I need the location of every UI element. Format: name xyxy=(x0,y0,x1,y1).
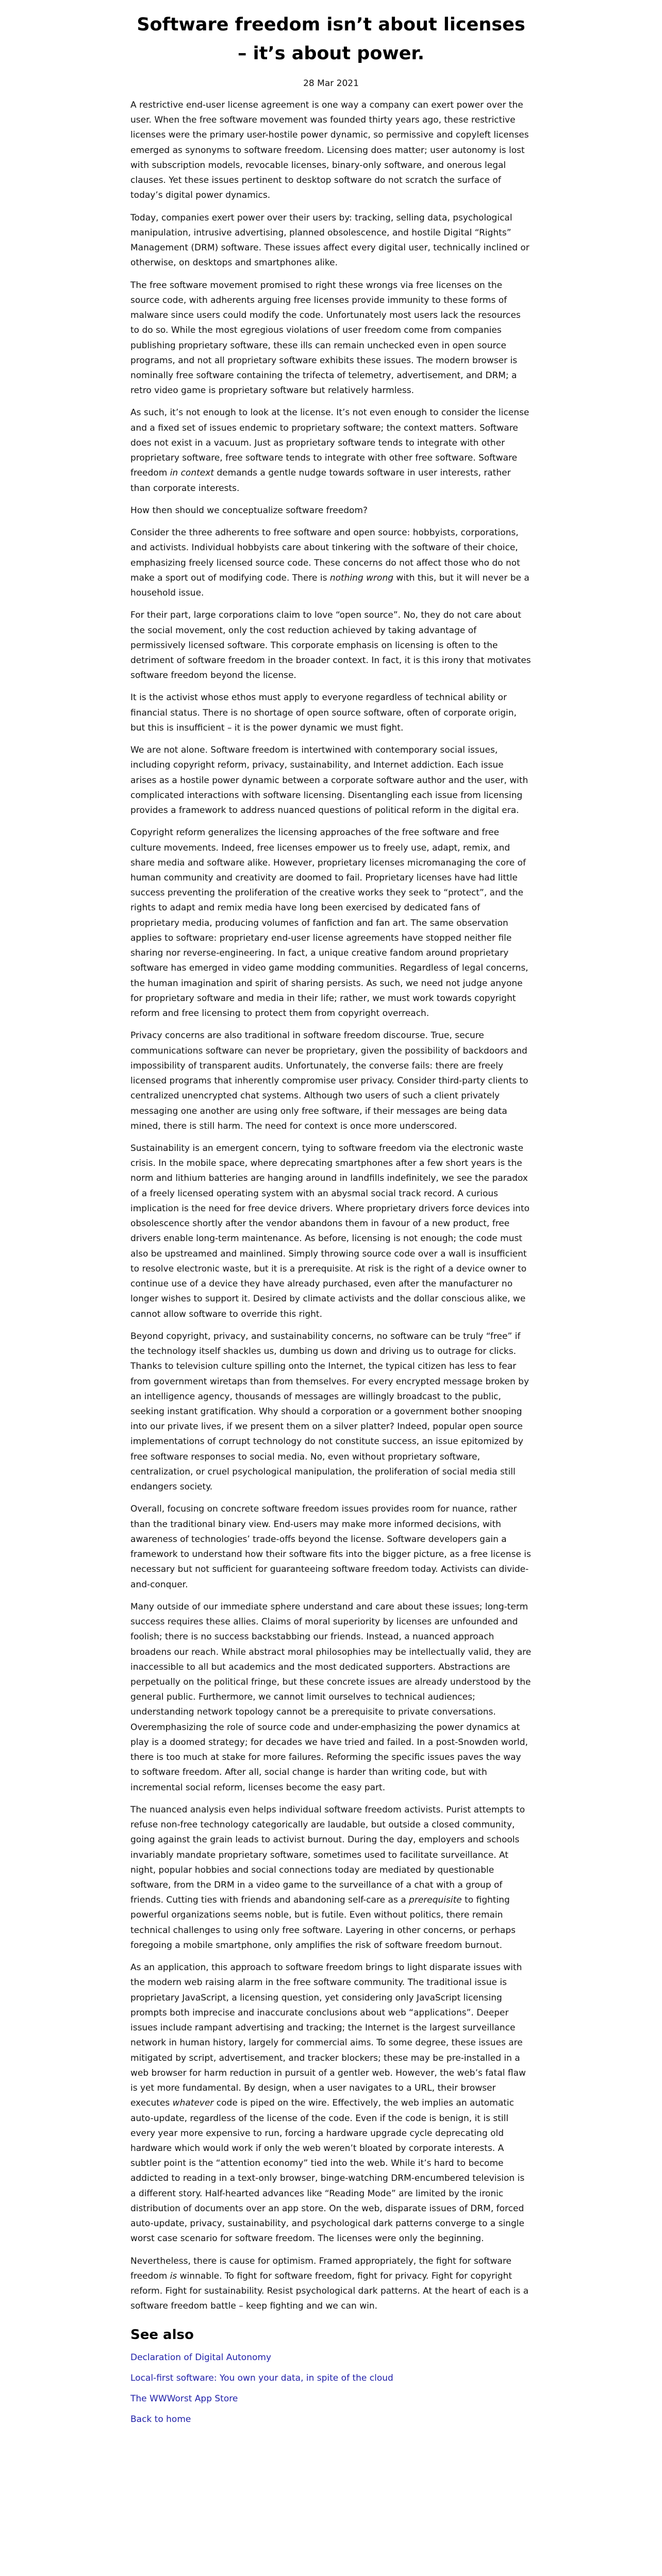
emphasis-text: is xyxy=(170,2270,177,2281)
paragraph-text: with this, but it will never be a household issue. xyxy=(130,572,529,599)
paragraph-text: Overall, focusing on concrete software freedom issues provides room for nuance, rather than the traditional binary view. End-users may make more informed decisions, with awareness of technologies’ trade-offs beyond the license. Software developers gain a framework to understand how their software fits into the bigger picture, as a free license is necessary but not sufficient for guaranteeing software freedom today. Activists can divide-and-conquer. xyxy=(130,1504,531,1590)
paragraph xyxy=(130,98,532,204)
paragraph xyxy=(130,1803,532,1953)
emphasis-text: in context xyxy=(170,468,214,479)
link-local-first-software[interactable]: Local-first software: You own your data, in spite of the cloud xyxy=(130,2372,393,2383)
page-title: Software freedom isn’t about licenses – it’s about power. xyxy=(137,14,525,64)
link-declaration-of-digital-autonomy[interactable]: Declaration of Digital Autonomy xyxy=(130,2352,272,2363)
paragraph xyxy=(130,278,532,399)
article-body xyxy=(130,98,532,2314)
paragraph xyxy=(130,743,532,818)
paragraph-text: Today, companies exert power over their users by: tracking, selling data, psychological manipulation, intrusive advertising, planned obsolescence, and hostile Digital “Rights” Management (DRM) software. These issues affect every digital user, technically inclined or otherwise, on desktops and smartphones alike. xyxy=(130,212,529,268)
paragraph-text: Nevertheless, there is cause for optimism. Framed appropriately, the fight for software freedom xyxy=(130,2256,512,2281)
paragraph xyxy=(130,211,532,271)
paragraph-text: Consider the three adherents to free software and open source: hobbyists, corporations, and activists. Individual hobbyists care about tinkering with the software of their choice, emphasizing freely licensed source code. These concerns do not affect those who do not make a sport out of modifying code. There is xyxy=(130,528,520,583)
paragraph xyxy=(130,1600,532,1795)
paragraph xyxy=(130,1028,532,1134)
paragraph-text: It is the activist whose ethos must apply to everyone regardless of technical ability or financial status. There is no shortage of open source software, often of corporate origin, but this is insufficient – it is the power dynamic we must fight. xyxy=(130,692,517,733)
paragraph-text: to fighting powerful organizations seems noble, but is futile. Even without politics, there remain technical challenges to using only free software. Layering in other concerns, or perhaps foregoing a mobile smartphone, only amplifies the risk of software freedom burnout. xyxy=(130,1895,516,1951)
paragraph xyxy=(130,526,532,601)
paragraph xyxy=(130,825,532,1021)
paragraph-text: Copyright reform generalizes the licensing approaches of the free software and free culture movements. Indeed, free licenses empower us to freely use, adapt, remix, and share media and software alike. However, proprietary licenses micromanaging the core of human community and creativity are doomed to fail. Proprietary licenses have had little success preventing the proliferation of the creative works they seek to “protect”, and the rights to adapt and remix media have long been exercised by dedicated fans of proprietary media, producing volumes of fanfiction and fan art. The same observation applies to software: proprietary end-user license agreements have stopped neither file sharing nor reverse-engineering. In fact, a unique creative fandom around proprietary software has emerged in video game modding communities. Regardless of legal concerns, the human imagination and spirit of sharing persists. As such, we need not judge anyone for proprietary software and media in their life; rather, we must work towards copyright reform and free licensing to protect them from copyright overreach. xyxy=(130,827,528,1019)
link-wwworst-app-store[interactable]: The WWWorst App Store xyxy=(130,2393,238,2404)
paragraph-text: The nuanced analysis even helps individual software freedom activists. Purist attempts to refuse non-free technology categorically are laudable, but outside a closed community, going against the grain leads to activist burnout. During the day, employers and schools invariably mandate proprietary software, sometimes used to facilitate surveillance. At night, popular hobbies and social connections today are mediated by questionable software, from the DRM in a video game to the surveillance of a chat with a group of friends. Cutting ties with friends and abandoning self-care as a xyxy=(130,1804,525,1906)
see-also-heading: See also xyxy=(130,2327,194,2343)
emphasis-text: prerequisite xyxy=(409,1895,462,1906)
paragraph-text: code is piped on the wire. Effectively, the web implies an automatic auto-update, regardless of the license of the code. Even if the code is benign, it is still every year more expensive to run, forcing a hardware upgrade cycle deprecating old hardware which would work if only the web weren’t bloated by corporate interests. A subtler point is the “attention economy” tied into the web. While it’s hard to become addicted to reading in a text-only browser, binge-watching DRM-encumbered television is a different story. Half-hearted advances like “Reading Mode” are limited by the ironic distribution of documents over an app store. On the web, disparate issues of DRM, forced auto-update, privacy, sustainability, and psychological dark patterns converge to a single worst case scenario for software freedom. The licenses were only the beginning. xyxy=(130,2098,525,2244)
paragraph-text: As an application, this approach to software freedom brings to light disparate issues with the modern web raising alarm in the free software community. The traditional issue is proprietary JavaScript, a licensing question, yet considering only JavaScript licensing prompts both imprecise and inaccurate conclusions about web “applications”. Deeper issues include rampant advertising and tracking; the Internet is the largest surveillance network in human history, largely for commercial aims. To some degree, these issues are mitigated by script, advertisement, and tracker blockers; these may be pre-installed in a web browser for harm reduction in pursuit of a gentler web. However, the web’s fatal flaw is yet more fundamental. By design, when a user navigates to a URL, their browser executes xyxy=(130,1962,526,2109)
paragraph-text: As such, it’s not enough to look at the license. It’s not even enough to consider the license and a fixed set of issues endemic to proprietary software; the context matters. Software does not exist in a vacuum. Just as proprietary software tends to integrate with other proprietary software, free software tends to integrate with other free software. Software freedom xyxy=(130,408,529,479)
emphasis-text: whatever xyxy=(172,2098,214,2109)
paragraph-text: Many outside of our immediate sphere understand and care about these issues; long-term success requires these allies. Claims of moral superiority by licenses are unfounded and foolish; there is no success backstabbing our friends. Instead, a nuanced approach broadens our reach. While abstract moral philosophies may be intellectually valid, they are inaccessible to all but academics and the most dedicated supporters. Abstractions are perpetually on the political fringe, but these concrete issues are already understood by the general public. Furthermore, we cannot limit ourselves to technical audiences; understanding network topology cannot be a prerequisite to private conversations. Overemphasizing the role of source code and under-emphasizing the power dynamics at play is a doomed strategy; for decades we have tried and failed. In a post-Snowden world, there is too much at stake for more failures. Reforming the specific issues paves the way to software freedom. After all, social change is harder than writing code, but with incremental social reform, licenses become the easy part. xyxy=(130,1601,532,1793)
paragraph-text: A restrictive end-user license agreement is one way a company can exert power over the user. When the free software movement was founded thirty years ago, these restrictive licenses were the primary user-hostile power dynamic, so permissive and copyleft licenses emerged as synonyms to software freedom. Licensing does matter; user autonomy is lost with subscription models, revocable licenses, binary-only software, and onerous legal clauses. Yet these issues pertinent to desktop software do not scratch the surface of today’s digital power dynamics. xyxy=(130,100,529,201)
publish-date: 28 Mar 2021 xyxy=(303,78,359,89)
paragraph-text: winnable. To fight for software freedom, fight for privacy. Fight for copyright reform. Fight for sustainability. Resist psychological dark patterns. At the heart of each is a software freedom battle – keep fighting and we can win. xyxy=(130,2270,529,2312)
paragraph xyxy=(130,608,532,683)
paragraph xyxy=(130,2254,532,2314)
emphasis-text: nothing wrong xyxy=(329,572,394,583)
paragraph xyxy=(130,1329,532,1495)
see-also-links xyxy=(130,2350,532,2427)
back-to-home-link[interactable]: Back to home xyxy=(130,2414,191,2425)
paragraph xyxy=(130,1502,532,1592)
paragraph xyxy=(130,690,532,736)
paragraph xyxy=(130,405,532,496)
paragraph-text: We are not alone. Software freedom is intertwined with contemporary social issues, including copyright reform, privacy, sustainability, and Internet addiction. Each issue arises as a hostile power dynamic between a corporate software author and the user, with complicated interactions with software licensing. Disentangling each issue from licensing provides a framework to address nuanced questions of political reform in the digital era. xyxy=(130,745,528,816)
paragraph-text: For their part, large corporations claim to love “open source”. No, they do not care about the social movement, only the cost reduction achieved by taking advantage of permissively licensed software. This corporate emphasis on licensing is often to the detriment of software freedom in the broader context. In fact, it is this irony that motivates software freedom beyond the license. xyxy=(130,610,531,681)
paragraph-text: The free software movement promised to right these wrongs via free licenses on the source code, with adherents arguing free licenses provide immunity to these forms of malware since users could modify the code. Unfortunately most users lack the resources to do so. While the most egregious violations of user freedom come from companies publishing proprietary software, these ills can remain unchecked even in open source programs, and not all proprietary software exhibits these issues. The modern browser is nominally free software containing the trifecta of telemetry, advertisement, and DRM; a retro video game is proprietary software but relatively harmless. xyxy=(130,280,521,396)
paragraph-text: demands a gentle nudge towards software in user interests, rather than corporate interests. xyxy=(130,468,511,494)
paragraph-text: Privacy concerns are also traditional in software freedom discourse. True, secure communications software can never be proprietary, given the possibility of backdoors and impossibility of transparent audits. Unfortunately, the converse fails: there are freely licensed programs that inherently compromise user privacy. Consider third-party clients to centralized unencrypted chat systems. Although two users of such a client privately messaging one another are using only free software, if their messages are being data mined, there is still harm. The need for context is once more underscored. xyxy=(130,1030,528,1131)
paragraph xyxy=(130,1141,532,1322)
paragraph xyxy=(130,1960,532,2246)
paragraph-text: Sustainability is an emergent concern, tying to software freedom via the electronic waste crisis. In the mobile space, where deprecating smartphones after a few short years is the norm and lithium batteries are hanging around in landfills indefinitely, we see the paradox of a freely licensed operating system with an abysmal social track record. A curious implication is the need for free device drivers. Where proprietary drivers force devices into obsolescence shortly after the vendor abandons them in favour of a new product, free drivers enable long-term maintenance. As before, licensing is not enough; the code must also be upstreamed and mainlined. Simply throwing source code over a wall is insufficient to resolve electronic waste, but it is a prerequisite. At risk is the right of a device owner to continue use of a device they have already purchased, even after the manufacturer no longer wishes to support it. Desired by climate activists and the dollar conscious alike, we cannot allow software to override this right. xyxy=(130,1143,530,1319)
paragraph-text: Beyond copyright, privacy, and sustainability concerns, no software can be truly “free” if the technology itself shackles us, dumbing us down and driving us to outrage for clicks. Thanks to television culture spilling onto the Internet, the typical citizen has less to fear from government wiretaps than from themselves. For every encrypted message broken by an intelligence agency, thousands of messages are willingly broadcast to the public, seeking instant gratification. Why should a corporation or a government bother snooping into our private lives, if we present them on a silver platter? Indeed, popular open source implementations of corrupt technology do not constitute success, an issue epitomized by free software responses to social media. No, even without proprietary software, centralization, or cruel psychological manipulation, the proliferation of social media still endangers society. xyxy=(130,1331,529,1493)
paragraph-text: How then should we conceptualize software freedom? xyxy=(130,505,368,516)
paragraph xyxy=(130,503,532,518)
article-page xyxy=(130,0,532,2445)
